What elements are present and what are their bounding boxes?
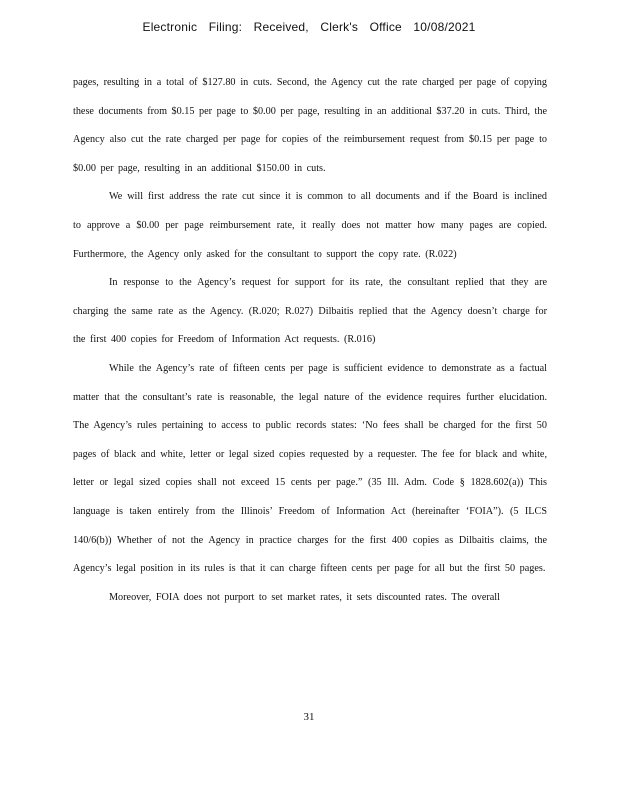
paragraph-agency-rules: While the Agency’s rate of fifteen cents per page is sufficient evidence to demonstrate as a factual matter that the consultant’s rate is reasonable, the legal nature of the evidence requires further elucidation. The Agency’s rules pertaining to access to public records states: ‘No fees shall be charged for the first 50 pages of black and white, letter or legal sized copies requested by a requester. The fee for black and white, letter or legal sized copies shall not exceed 15 cents per page.” (35 Ill. Adm. Code § 1828.602(a)) This language is taken entirely from the Illinois’ Freedom of Information Act (hereinafter ‘FOIA”). (5 ILCS 140/6(b)) Whether of not the Agency in practice charges for the first 400 copies as Dilbaitis claims, the Agency’s legal position in its rules is that it can charge fifteen cents per page for all but the first 50 pages. xyxy=(73,362,547,575)
page-number: 31 xyxy=(303,711,315,723)
filing-header: Electronic Filing: Received, Clerk's Office 10/08/2021 xyxy=(142,20,476,34)
paragraph-rate-cut: We will first address the rate cut since it is common to all documents and if the Board is inclined to approve a $0.00 per page reimbursement rate, it really does not matter how many pages are copied. Furthermore, the Agency only asked for the consultant to support the copy rate. (R.022) xyxy=(73,191,547,260)
paragraph-foia: Moreover, FOIA does not purport to set market rates, it sets discounted rates. The overall xyxy=(109,591,500,603)
paragraph-consultant-response: In response to the Agency’s request for support for its rate, the consultant replied that they are charging the same rate as the Agency. (R.020; R.027) Dilbaitis replied that the Agency doesn’t charge for the first 400 copies for Freedom of Information Act requests. (R.016) xyxy=(73,277,547,346)
document-body xyxy=(73,69,547,612)
paragraph-continuation: pages, resulting in a total of $127.80 in cuts. Second, the Agency cut the rate charged per page of copying these documents from $0.15 per page to $0.00 per page, resulting in an additional $37.20 in cuts. Third, the Agency also cut the rate charged per page for copies of the reimbursement request from $0.15 per page to $0.00 per page, resulting in an additional $150.00 in cuts. xyxy=(73,77,547,174)
